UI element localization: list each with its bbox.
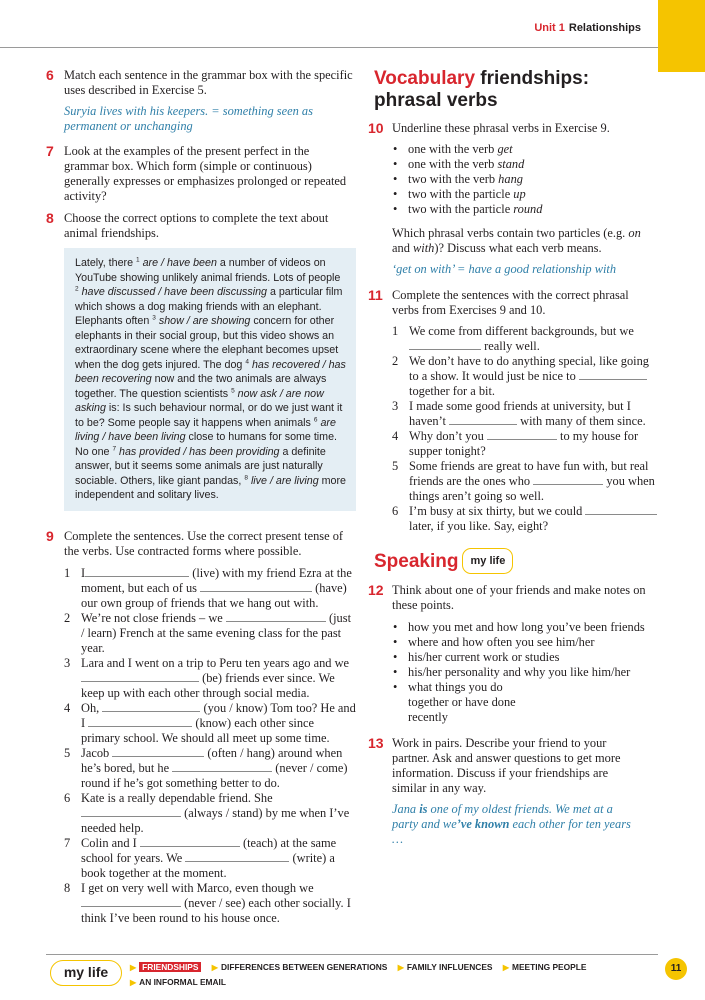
item-text: (be) friends ever since. We keep up with each other through social media. xyxy=(81,670,335,700)
exercise-instruction: Underline these phrasal verbs in Exercise 9. xyxy=(392,121,610,135)
footer-link-family[interactable] xyxy=(398,960,493,975)
item-number: 6 xyxy=(392,504,399,518)
item-text: two with the particle xyxy=(408,202,514,216)
list-item xyxy=(64,836,356,881)
arrow-icon: ▶ xyxy=(130,963,137,972)
list-item xyxy=(392,429,658,459)
item-word: stand xyxy=(497,157,525,171)
box-text: a number of videos on YouTube showing unlikely animal friends. Lots of people xyxy=(75,257,341,284)
item-text: one with the verb xyxy=(408,142,498,156)
exercise-10 xyxy=(368,121,658,277)
item-text: (you / know) Tom too? He and I xyxy=(81,700,356,730)
exercise-number: 13 xyxy=(368,735,384,751)
question-text: )? Discuss what each verb means. xyxy=(434,241,602,255)
left-column xyxy=(46,68,356,926)
item-number: 4 xyxy=(392,429,399,443)
answer-blank[interactable] xyxy=(585,505,657,515)
exercise-number: 6 xyxy=(46,67,54,83)
answer-blank[interactable] xyxy=(102,702,200,712)
item-text: We come from different backgrounds, but we xyxy=(409,324,634,338)
link-label: DIFFERENCES BETWEEN GENERATIONS xyxy=(220,962,388,972)
section-label: Vocabulary xyxy=(374,68,476,89)
footer-link-email[interactable] xyxy=(130,975,226,990)
answer-blank[interactable] xyxy=(185,852,289,862)
gap-number: 2 xyxy=(75,285,79,293)
answer-blank[interactable] xyxy=(409,340,481,350)
list-item xyxy=(64,611,356,656)
list-item xyxy=(64,656,356,701)
item-text: Jacob xyxy=(81,745,113,760)
question-word: with xyxy=(413,241,435,255)
arrow-icon: ▶ xyxy=(211,963,218,972)
exercise-12 xyxy=(368,583,658,725)
list-item xyxy=(64,791,356,836)
text-box-animal-friendships xyxy=(64,248,356,511)
arrow-icon: ▶ xyxy=(502,963,509,972)
box-text: more independent and solitary lives. xyxy=(75,474,346,501)
arrow-icon: ▶ xyxy=(397,963,404,972)
item-number: 2 xyxy=(64,610,71,625)
footer-link-meeting[interactable] xyxy=(503,960,587,975)
item-text: one with the verb xyxy=(408,157,498,171)
sentence-list xyxy=(64,566,356,926)
item-text: (never / come) round if he’s got something better to do. xyxy=(81,760,348,790)
answer-blank[interactable] xyxy=(112,747,204,757)
example-text: one of my oldest friends. We met at a party and we xyxy=(392,802,613,831)
exercise-number: 11 xyxy=(368,287,383,303)
notes-list xyxy=(392,620,658,725)
unit-name: Relationships xyxy=(568,22,641,34)
box-text: a particular film which shows a dog making friends with an elephant. Elephants often xyxy=(75,286,343,327)
example-highlight: ’ve known xyxy=(456,817,510,831)
exercise-7 xyxy=(46,144,356,204)
item-number: 3 xyxy=(64,655,71,670)
gap-number: 7 xyxy=(112,444,117,452)
list-item xyxy=(392,187,658,202)
item-word: hang xyxy=(498,172,523,186)
my-life-badge: my life xyxy=(462,548,513,574)
option-1[interactable]: are / have been xyxy=(142,257,217,269)
item-text: (have) our own group of friends that we hang out with. xyxy=(81,580,347,610)
item-text: Why don’t you xyxy=(409,429,487,443)
list-item xyxy=(392,354,658,399)
list-item xyxy=(64,701,356,746)
footer-link-friendships[interactable] xyxy=(130,960,201,975)
exercise-example: ‘get on with’ = have a good relationship with xyxy=(392,262,617,276)
header-color-tab xyxy=(658,0,705,72)
question-text: and xyxy=(392,241,413,255)
item-text: We don’t have to do anything special, like going to a show. It would just be nice to xyxy=(409,354,649,383)
exercise-instruction: Think about one of your friends and make notes on these points. xyxy=(392,583,646,612)
item-text: Lara and I went on a trip to Peru ten years ago and we xyxy=(81,655,350,670)
exercise-instruction: Work in pairs. Describe your friend to your partner. Ask and answer questions to get more information. Discuss if your friendships are similar in any way. xyxy=(392,736,621,795)
box-text: now and the two animals are always together. The question scientists xyxy=(75,373,327,400)
answer-blank[interactable] xyxy=(226,612,326,622)
link-label: MEETING PEOPLE xyxy=(511,962,587,972)
list-item xyxy=(392,202,658,217)
example-text: each other for ten years … xyxy=(392,817,631,846)
option-2[interactable]: have discussed / have been discussing xyxy=(81,286,267,298)
item-number: 3 xyxy=(392,399,399,413)
sentence-list xyxy=(392,324,658,534)
item-text: I made some good friends at university, but I haven’t xyxy=(409,399,631,428)
list-item xyxy=(392,399,658,429)
exercise-9 xyxy=(46,529,356,926)
answer-blank[interactable] xyxy=(88,717,192,727)
exercise-instruction: Choose the correct options to complete the text about animal friendships. xyxy=(64,211,329,240)
list-item xyxy=(392,504,658,534)
answer-blank[interactable] xyxy=(533,475,603,485)
item-number: 7 xyxy=(64,835,71,850)
example-text: Jana xyxy=(392,802,420,816)
item-text: (know) each other since primary school. We should all meet up some time. xyxy=(81,715,330,745)
list-item: • what things you do together or have done recently xyxy=(392,680,658,725)
list-item xyxy=(392,324,658,354)
list-item xyxy=(64,566,356,611)
header-rule xyxy=(0,47,658,48)
item-word: get xyxy=(497,142,513,156)
item-text: two with the verb xyxy=(408,172,499,186)
answer-blank[interactable] xyxy=(140,837,240,847)
footer-rule xyxy=(46,954,658,955)
answer-blank[interactable] xyxy=(449,415,517,425)
item-number: 5 xyxy=(392,459,399,473)
exercise-example xyxy=(392,802,658,847)
section-topic: friendships: phrasal verbs xyxy=(374,68,590,111)
answer-blank[interactable] xyxy=(81,672,199,682)
item-text: I’m busy at six thirty, but we could xyxy=(409,504,586,518)
item-text: We’re not close friends – we xyxy=(81,610,226,625)
box-text: a definite answer, but it seems some animals are just naturally sociable. Others, like giant pandas, xyxy=(75,445,326,487)
exercise-13 xyxy=(368,736,658,847)
list-item: • where and how often you see him/her xyxy=(392,635,658,650)
exercise-number: 10 xyxy=(368,120,384,136)
arrow-icon: ▶ xyxy=(130,978,137,987)
link-label: FRIENDSHIPS xyxy=(139,962,201,972)
item-number: 6 xyxy=(64,790,71,805)
question-word: on xyxy=(628,226,641,240)
item-text: (always / stand) by me when I’ve needed help. xyxy=(81,805,350,835)
exercise-number: 12 xyxy=(368,582,384,598)
box-text: is: Is such behaviour normal, or do we just want it to be? Some people say it happens when animals xyxy=(75,402,343,429)
answer-blank[interactable] xyxy=(172,762,272,772)
item-text: (live) with my friend Ezra at the moment, but each of us xyxy=(81,565,352,595)
item-text: you when things aren’t going so well. xyxy=(409,474,655,503)
answer-blank[interactable] xyxy=(200,582,312,592)
exercise-number: 7 xyxy=(46,143,54,159)
right-column xyxy=(368,68,658,847)
list-item: • how you met and how long you’ve been friends xyxy=(392,620,658,635)
gap-number: 8 xyxy=(244,473,248,481)
exercise-number: 9 xyxy=(46,527,54,544)
footer-link-generations[interactable] xyxy=(212,960,388,975)
option-5[interactable]: now ask / are now asking xyxy=(75,387,324,414)
option-8[interactable]: live / are living xyxy=(250,474,319,487)
list-item xyxy=(392,172,658,187)
item-text: I get on very well with Marco, even though we xyxy=(81,880,314,895)
page-number: 11 xyxy=(665,958,687,980)
unit-title xyxy=(534,22,641,34)
list-item xyxy=(64,881,356,926)
exercise-question xyxy=(392,226,658,256)
item-text: to my house for supper tonight? xyxy=(409,429,639,458)
speaking-heading xyxy=(368,548,658,574)
answer-blank[interactable] xyxy=(81,807,181,817)
gap-number: 1 xyxy=(136,256,140,264)
item-number: 1 xyxy=(64,565,71,580)
item-number: 8 xyxy=(64,880,71,895)
list-item xyxy=(64,746,356,791)
exercise-instruction: Complete the sentences. Use the correct present tense of the verbs. Use contracted forms where possible. xyxy=(64,528,344,558)
page-header xyxy=(0,0,705,56)
list-item: • his/her personality and why you like him/her xyxy=(392,665,658,680)
option-6[interactable]: are living / have been living xyxy=(75,416,336,443)
item-text: (just / learn) French at the same evening class for the past year. xyxy=(81,610,352,655)
item-number: 2 xyxy=(392,354,399,368)
item-text: (never / see) each other socially. I think I’ve been round to his house once. xyxy=(81,895,351,925)
unit-label: Unit 1 xyxy=(534,22,565,34)
item-word: round xyxy=(513,202,543,216)
item-text: later, if you like. Say, eight? xyxy=(409,519,549,533)
exercise-8 xyxy=(46,211,356,241)
item-text: really well. xyxy=(481,339,540,353)
box-text: Lately, there xyxy=(75,257,136,269)
gap-number: 6 xyxy=(313,415,318,423)
item-text: together for a bit. xyxy=(409,384,496,398)
item-text: Some friends are great to have fun with, but real friends are the ones who xyxy=(409,459,649,488)
answer-blank[interactable] xyxy=(81,897,181,907)
list-item xyxy=(392,157,658,172)
section-label: Speaking xyxy=(374,551,459,572)
list-item: • his/her current work or studies xyxy=(392,650,658,665)
example-highlight: is xyxy=(419,802,428,816)
question-text: Which phrasal verbs contain two particles (e.g. xyxy=(392,226,629,240)
box-text: close to humans for some time. No one xyxy=(75,431,337,458)
gap-number: 5 xyxy=(231,386,235,394)
exercise-11 xyxy=(368,288,658,534)
option-7[interactable]: has provided / has been providing xyxy=(119,445,280,458)
exercise-number: 8 xyxy=(46,210,54,226)
gap-number: 3 xyxy=(152,314,156,322)
footer-topic-links xyxy=(130,960,650,990)
link-label: AN INFORMAL EMAIL xyxy=(139,977,227,987)
exercise-instruction: Match each sentence in the grammar box with the specific uses described in Exercise 5. xyxy=(64,68,353,97)
item-word: up xyxy=(513,187,526,201)
phrasal-verb-list xyxy=(392,142,658,217)
list-item xyxy=(392,459,658,504)
exercise-instruction: Look at the examples of the present perfect in the grammar box. Which form (simple or continuous) generally expresses or emphasizes prolonged or repeated activity? xyxy=(64,144,347,203)
list-item xyxy=(392,142,658,157)
item-number: 4 xyxy=(64,700,71,715)
answer-blank[interactable] xyxy=(579,370,647,380)
link-label: FAMILY INFLUENCES xyxy=(406,962,493,972)
item-text: Oh, xyxy=(81,700,103,715)
option-3[interactable]: show / are showing xyxy=(158,315,251,327)
exercise-example: Suryia lives with his keepers. = something seen as permanent or unchanging xyxy=(64,104,313,133)
item-text: two with the particle xyxy=(408,187,514,201)
item-text: with many of them since. xyxy=(517,414,646,428)
item-text: Colin and I xyxy=(81,835,140,850)
answer-blank[interactable] xyxy=(85,567,189,577)
item-number: 1 xyxy=(392,324,399,338)
item-text: Kate is a really dependable friend. She xyxy=(81,790,273,805)
item-text: (write) a book together at the moment. xyxy=(81,850,335,880)
my-life-logo: my life xyxy=(50,960,122,986)
gap-number: 4 xyxy=(245,357,249,365)
answer-blank[interactable] xyxy=(487,430,557,440)
option-4[interactable]: has recovered / has been recovering xyxy=(75,358,346,385)
box-text: concern for other elephants in their social group, but this video shows an extraordinary scene where the elephant becomes upset when the dog gets injured. The dog xyxy=(75,315,339,371)
exercise-6 xyxy=(46,68,356,134)
item-text: (often / hang) around when he’s bored, but he xyxy=(81,745,343,775)
vocabulary-heading xyxy=(368,68,658,112)
item-text: (teach) at the same school for years. We xyxy=(81,835,337,865)
item-number: 5 xyxy=(64,745,71,760)
item-text: I xyxy=(81,565,86,580)
exercise-instruction: Complete the sentences with the correct phrasal verbs from Exercises 9 and 10. xyxy=(392,288,629,317)
